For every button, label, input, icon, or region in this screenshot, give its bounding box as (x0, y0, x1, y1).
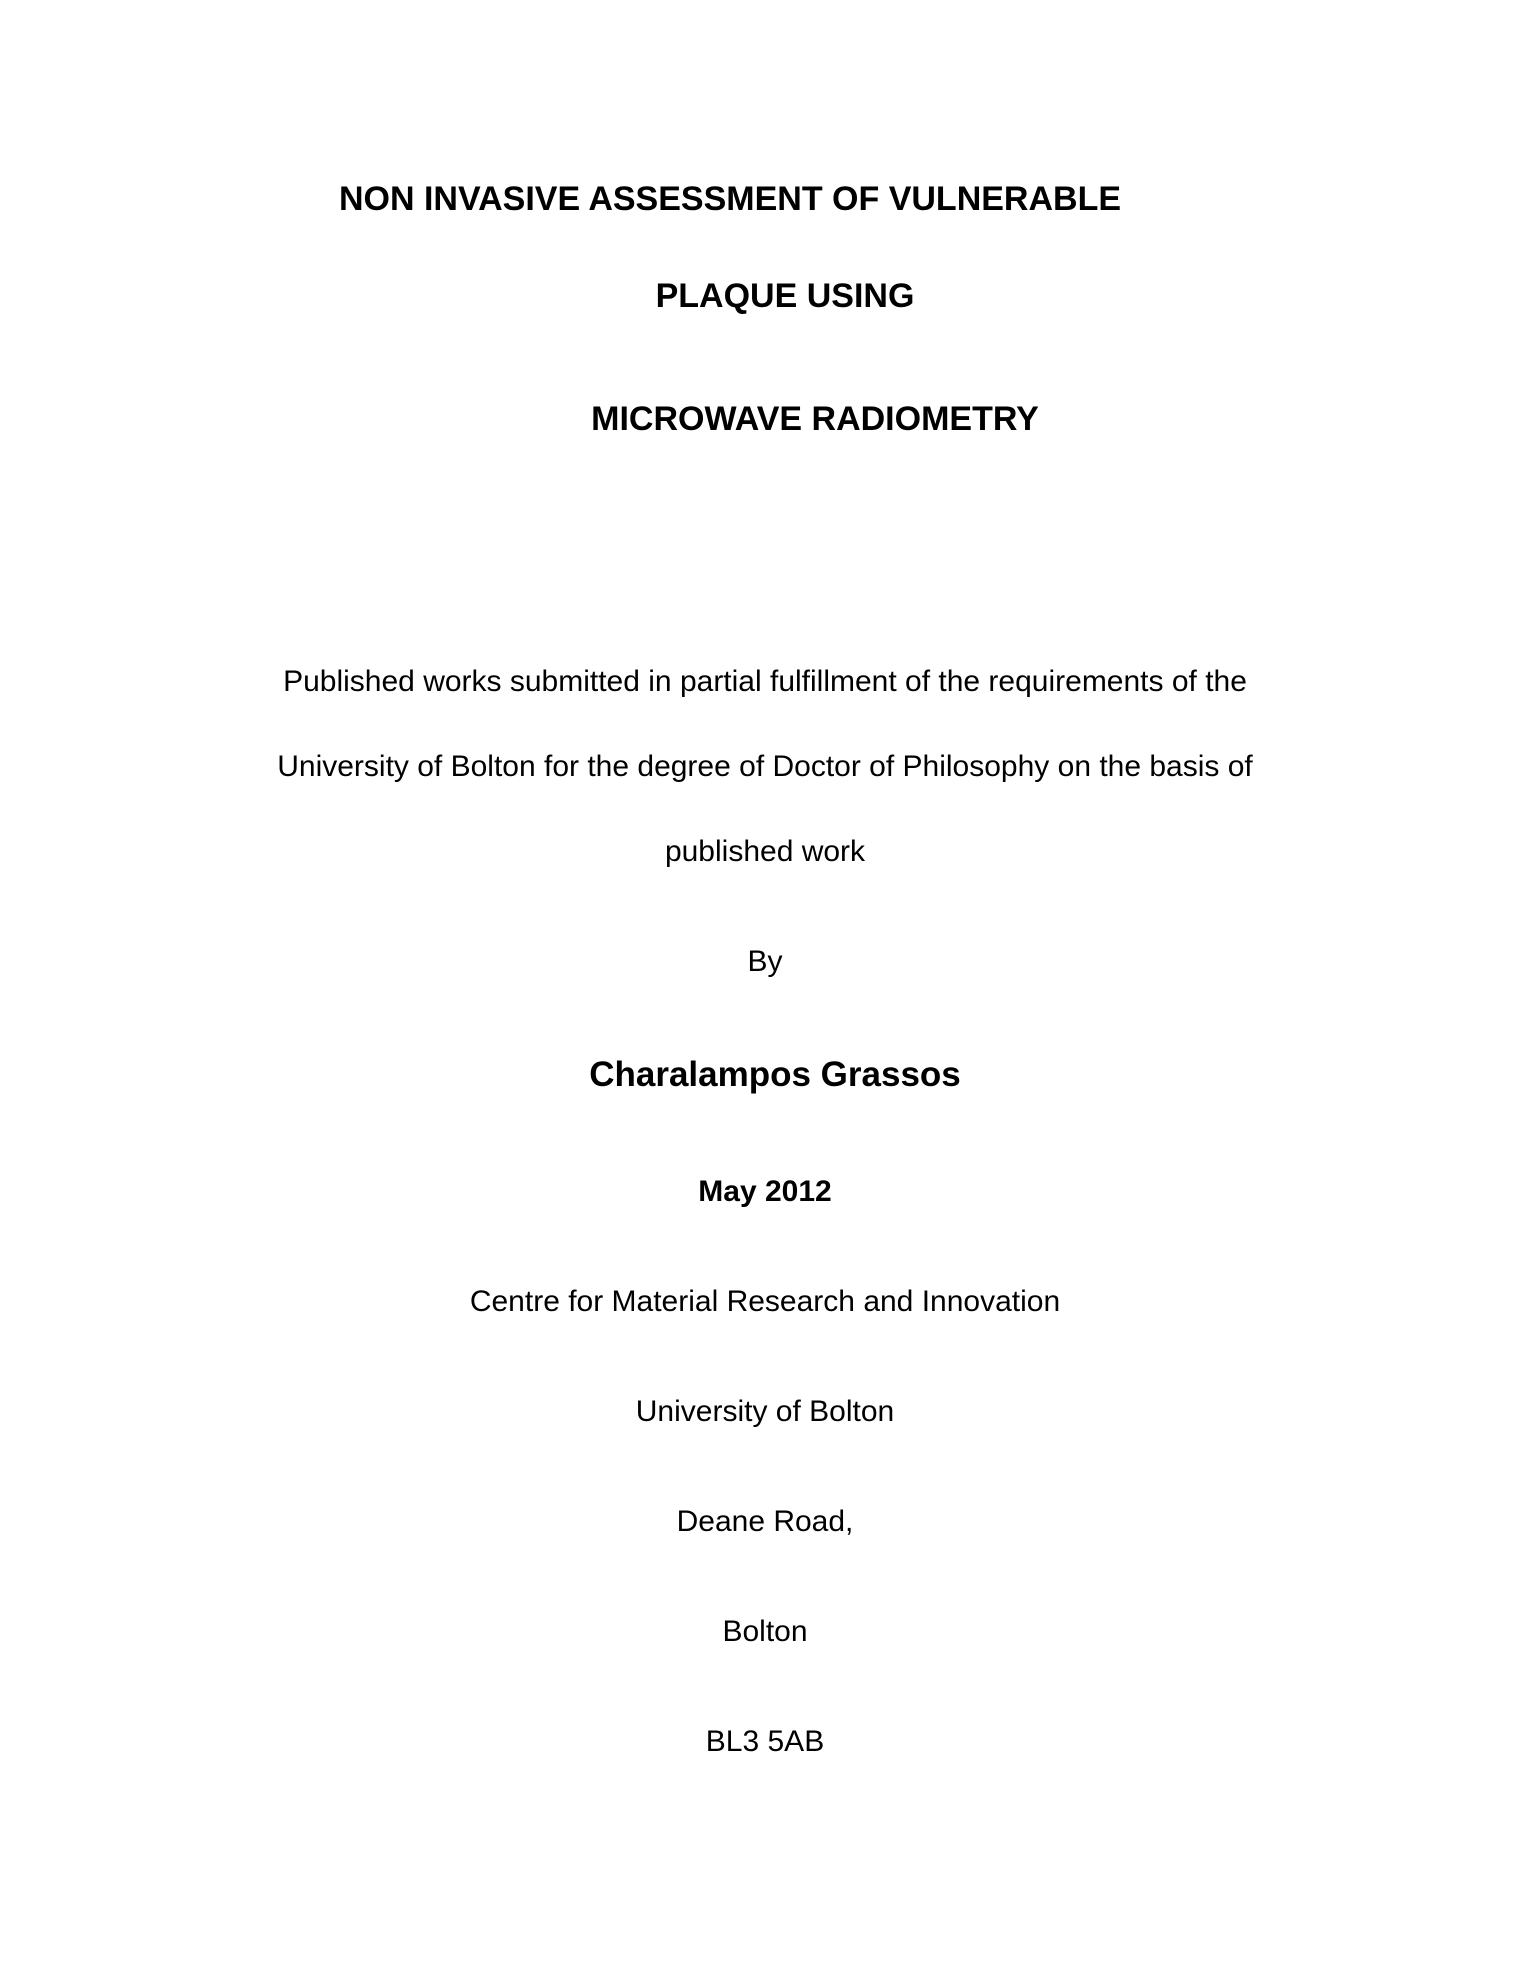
address-university: University of Bolton (635, 1395, 895, 1428)
author-name: Charalampos Grassos (589, 1055, 961, 1094)
submission-line-1: Published works submitted in partial fulfillment of the requirements of the (283, 665, 1247, 698)
title-line-3: MICROWAVE RADIOMETRY (591, 400, 1039, 438)
submission-date: May 2012 (698, 1175, 832, 1208)
by-label: By (747, 945, 783, 978)
submission-line-3: published work (664, 835, 866, 868)
title-line-1: NON INVASIVE ASSESSMENT OF VULNERABLE (338, 180, 1122, 218)
address-centre: Centre for Material Research and Innovation (469, 1285, 1061, 1318)
address-postcode: BL3 5AB (705, 1725, 825, 1758)
address-city: Bolton (722, 1615, 808, 1648)
submission-line-2: University of Bolton for the degree of Doctor of Philosophy on the basis of (277, 750, 1253, 783)
address-street: Deane Road, (676, 1505, 854, 1538)
title-line-2: PLAQUE USING (655, 277, 915, 315)
